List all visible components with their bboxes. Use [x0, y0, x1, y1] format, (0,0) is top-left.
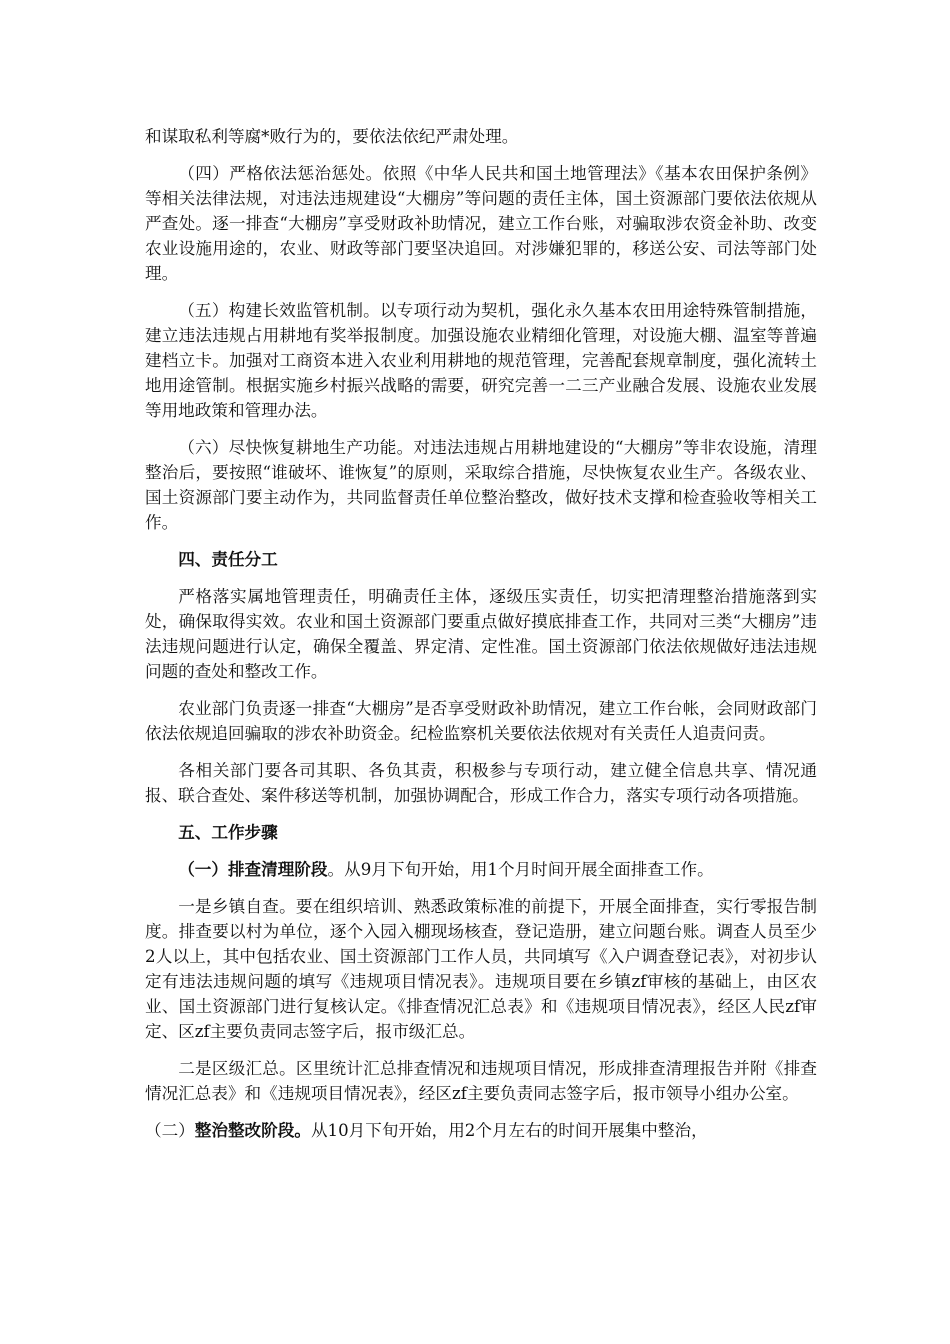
step-2-text: 从10月下旬开始，用2个月左右的时间开展集中整治， — [310, 1121, 708, 1140]
paragraph-responsibility-2: 农业部门负责逐一排查“大棚房”是否享受财政补助情况，建立工作台帐，会同财政部门依法依规追回骗取的涉农补助资金。纪检监察机关要依法依规对有关责任人追责问责。 — [145, 699, 817, 743]
paragraph-town-self-check: 一是乡镇自查。要在组织培训、熟悉政策标准的前提下，开展全面排查，实行零报告制度。排查要以村为单位，逐个入园入棚现场核查，登记造册，建立问题台账。调查人员至少2人以上，其中包括农业、国土资源部门工作人员，共同填写《入户调查登记表》，对初步认定有违法违规问题的填写《违规项目情况表》。违规项目要在乡镇zf审核的基础上，由区农业、国土资源部门进行复核认定。《排查情况汇总表》和《违规项目情况表》，经区人民zf审定、区zf主要负责同志签字后，报市级汇总。 — [145, 897, 817, 1041]
paragraph-responsibility-1: 严格落实属地管理责任，明确责任主体，逐级压实责任，切实把清理整治措施落到实处，确保取得实效。农业和国土资源部门要重点做好摸底排查工作，共同对三类“大棚房”违法违规问题进行认定，确保全覆盖、界定清、定性准。国土资源部门依法依规做好违法违规问题的查处和整改工作。 — [145, 587, 817, 681]
paragraph-responsibility-3: 各相关部门要各司其职、各负其责，积极参与专项行动，建立健全信息共享、情况通报、联合查处、案件移送等机制，加强协调配合，形成工作合力，落实专项行动各项措施。 — [145, 761, 817, 805]
heading-work-steps: 五、工作步骤 — [178, 822, 278, 842]
paragraph-step-1 — [145, 857, 817, 882]
paragraph-continuation: 和谋取私利等腐*败行为的，要依法依纪严肃处理。 — [145, 127, 519, 146]
paragraph-section-6: （六）尽快恢复耕地生产功能。对违法违规占用耕地建设的“大棚房”等非农设施，清理整治后，要按照“谁破坏、谁恢复”的原则，采取综合措施，尽快恢复农业生产。各级农业、国土资源部门要主动作为，共同监督责任单位整治整改，做好技术支撑和检查验收等相关工作。 — [145, 438, 817, 532]
step-2-prefix: （二） — [145, 1121, 195, 1140]
paragraph-district-summary: 二是区级汇总。区里统计汇总排查情况和违规项目情况，形成排查清理报告并附《排查情况汇总表》和《违规项目情况表》，经区zf主要负责同志签字后，报市领导小组办公室。 — [145, 1059, 817, 1103]
paragraph-section-5: （五）构建长效监管机制。以专项行动为契机，强化永久基本农田用途特殊管制措施，建立违法违规占用耕地有奖举报制度。加强设施农业精细化管理，对设施大棚、温室等普遍建档立卡。加强对工商资本进入农业利用耕地的规范管理，完善配套规章制度，强化流转土地用途管制。根据实施乡村振兴战略的需要，研究完善一二三产业融合发展、设施农业发展等用地政策和管理办法。 — [145, 301, 817, 420]
step-1-text: 。从9月下旬开始，用1个月时间开展全面排查工作。 — [327, 860, 714, 879]
paragraph-section-4: （四）严格依法惩治惩处。依照《中华人民共和国土地管理法》《基本农田保护条例》等相关法律法规，对违法违规建设“大棚房”等问题的责任主体，国土资源部门要依法依规从严查处。逐一排查“大棚房”享受财政补助情况，建立工作台账，对骗取涉农资金补助、改变农业设施用途的，农业、财政等部门要坚决追回。对涉嫌犯罪的，移送公安、司法等部门处理。 — [145, 164, 817, 283]
document-page — [145, 124, 817, 1155]
step-1-title: （一）排查清理阶段 — [178, 859, 328, 879]
paragraph-step-2 — [145, 1118, 817, 1143]
step-2-title: 整治整改阶段。 — [194, 1120, 311, 1140]
heading-responsibility: 四、责任分工 — [178, 549, 278, 569]
